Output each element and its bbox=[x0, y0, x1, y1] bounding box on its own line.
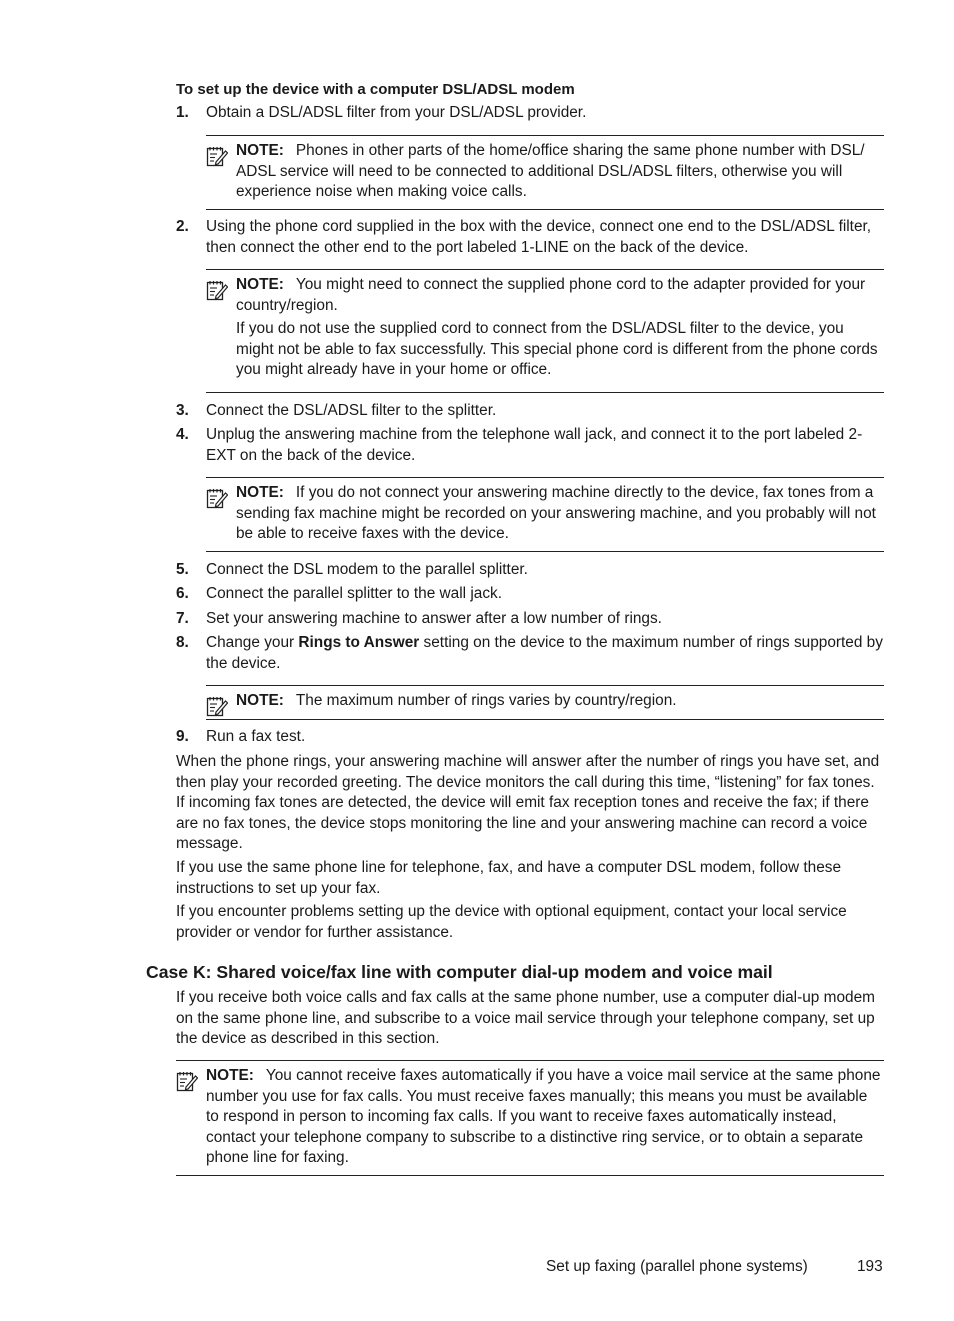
note-label: NOTE: bbox=[236, 142, 284, 159]
step-number: 4. bbox=[176, 426, 189, 443]
body-paragraph: When the phone rings, your answering machine will answer after the number of rings you have set, and then play your recorded greeting. The device monitors the call during this time, “listening” for fax tones. If incoming fax tones are detected, the device will emit fax reception tones and receive the fax; if there are no fax tones, the device stops monitoring the line and your answering machine can record a voice message. bbox=[176, 753, 880, 853]
step-number: 7. bbox=[176, 610, 189, 627]
step-item bbox=[176, 584, 886, 605]
step-text: Unplug the answering machine from the telephone wall jack, and connect it to the port labeled 2-EXT on the back of the device. bbox=[206, 426, 863, 464]
step-item bbox=[176, 727, 886, 748]
footer-section-title: Set up faxing (parallel phone systems) bbox=[546, 1258, 808, 1275]
section-intro: If you receive both voice calls and fax calls at the same phone number, use a computer dial-up modem on the same phone line, and subscribe to a voice mail service through your telephone company, set up the device as described in this section. bbox=[176, 989, 875, 1048]
note-text: Phones in other parts of the home/office sharing the same phone number with DSL/ ADSL service will need to be connected to additional DSL/ADSL filters, otherwise you will experience noise when making voice calls. bbox=[236, 142, 865, 201]
step-item bbox=[176, 217, 886, 258]
note-text: If you do not connect your answering machine directly to the device, fax tones from a sending fax machine might be recorded on your answering machine, and you probably will not be able to receive faxes with the device. bbox=[236, 484, 876, 543]
note-label: NOTE: bbox=[206, 1067, 254, 1084]
note-text: You cannot receive faxes automatically if you have a voice mail service at the same phone number you use for fax calls. You must receive faxes manually; this means you must be available to respond in person to incoming fax calls. If you want to receive faxes automatically instead, contact your telephone company to subscribe to a distinctive ring service, or to obtain a separate phone line for faxing. bbox=[206, 1067, 881, 1167]
step-item bbox=[176, 425, 886, 466]
step-item bbox=[176, 609, 886, 630]
step-text: Using the phone cord supplied in the box with the device, connect one end to the DSL/ADSL filter, then connect the other end to the port labeled 1-LINE on the back of the device. bbox=[206, 218, 872, 256]
step-text: Set your answering machine to answer after a low number of rings. bbox=[206, 610, 662, 627]
note-icon bbox=[206, 695, 228, 717]
note-box bbox=[206, 477, 884, 552]
rings-to-answer-setting: Rings to Answer bbox=[298, 634, 420, 651]
body-paragraph: If you encounter problems setting up the device with optional equipment, contact your local service provider or vendor for further assistance. bbox=[176, 903, 847, 941]
note-icon bbox=[206, 279, 228, 301]
note-box bbox=[206, 685, 884, 720]
step-text-end: setting on the device to the maximum number of rings supported by the device. bbox=[206, 634, 883, 672]
note-box bbox=[206, 135, 884, 210]
step-number: 6. bbox=[176, 585, 189, 602]
step-number: 3. bbox=[176, 402, 189, 419]
note-box bbox=[206, 269, 884, 393]
note-icon bbox=[176, 1070, 198, 1092]
step-text: Connect the parallel splitter to the wall jack. bbox=[206, 585, 502, 602]
note-label: NOTE: bbox=[236, 692, 284, 709]
step-text: Obtain a DSL/ADSL filter from your DSL/ADSL provider. bbox=[206, 104, 587, 121]
procedure-title: To set up the device with a computer DSL/ADSL modem bbox=[176, 81, 575, 98]
page-number: 193 bbox=[857, 1258, 883, 1275]
step-number: 9. bbox=[176, 728, 189, 745]
note-label: NOTE: bbox=[236, 484, 284, 501]
section-heading: Case K: Shared voice/fax line with computer dial-up modem and voice mail bbox=[146, 962, 773, 982]
step-text-start: Change your bbox=[206, 634, 299, 651]
step-item bbox=[176, 633, 886, 674]
note-icon bbox=[206, 145, 228, 167]
step-text: Connect the DSL/ADSL filter to the splitter. bbox=[206, 402, 497, 419]
note-text: You might need to connect the supplied phone cord to the adapter provided for your country/region. bbox=[236, 276, 866, 314]
step-text: Run a fax test. bbox=[206, 728, 306, 745]
note-icon bbox=[206, 487, 228, 509]
note-box bbox=[176, 1060, 884, 1176]
note-text-extra: If you do not use the supplied cord to connect from the DSL/ADSL filter to the device, you might not be able to fax successfully. This special phone cord is different from the phone cords you might already have in your home or office. bbox=[236, 320, 878, 379]
step-number: 8. bbox=[176, 634, 189, 651]
step-number: 1. bbox=[176, 104, 189, 121]
step-item bbox=[176, 401, 886, 422]
step-number: 5. bbox=[176, 561, 189, 578]
note-text: The maximum number of rings varies by country/region. bbox=[295, 692, 677, 709]
step-number: 2. bbox=[176, 218, 189, 235]
note-label: NOTE: bbox=[236, 276, 284, 293]
step-text bbox=[206, 633, 886, 674]
step-item bbox=[176, 103, 886, 124]
body-paragraph: If you use the same phone line for telephone, fax, and have a computer DSL modem, follow these instructions to set up your fax. bbox=[176, 859, 842, 897]
step-item bbox=[176, 560, 886, 581]
step-text: Connect the DSL modem to the parallel splitter. bbox=[206, 561, 528, 578]
